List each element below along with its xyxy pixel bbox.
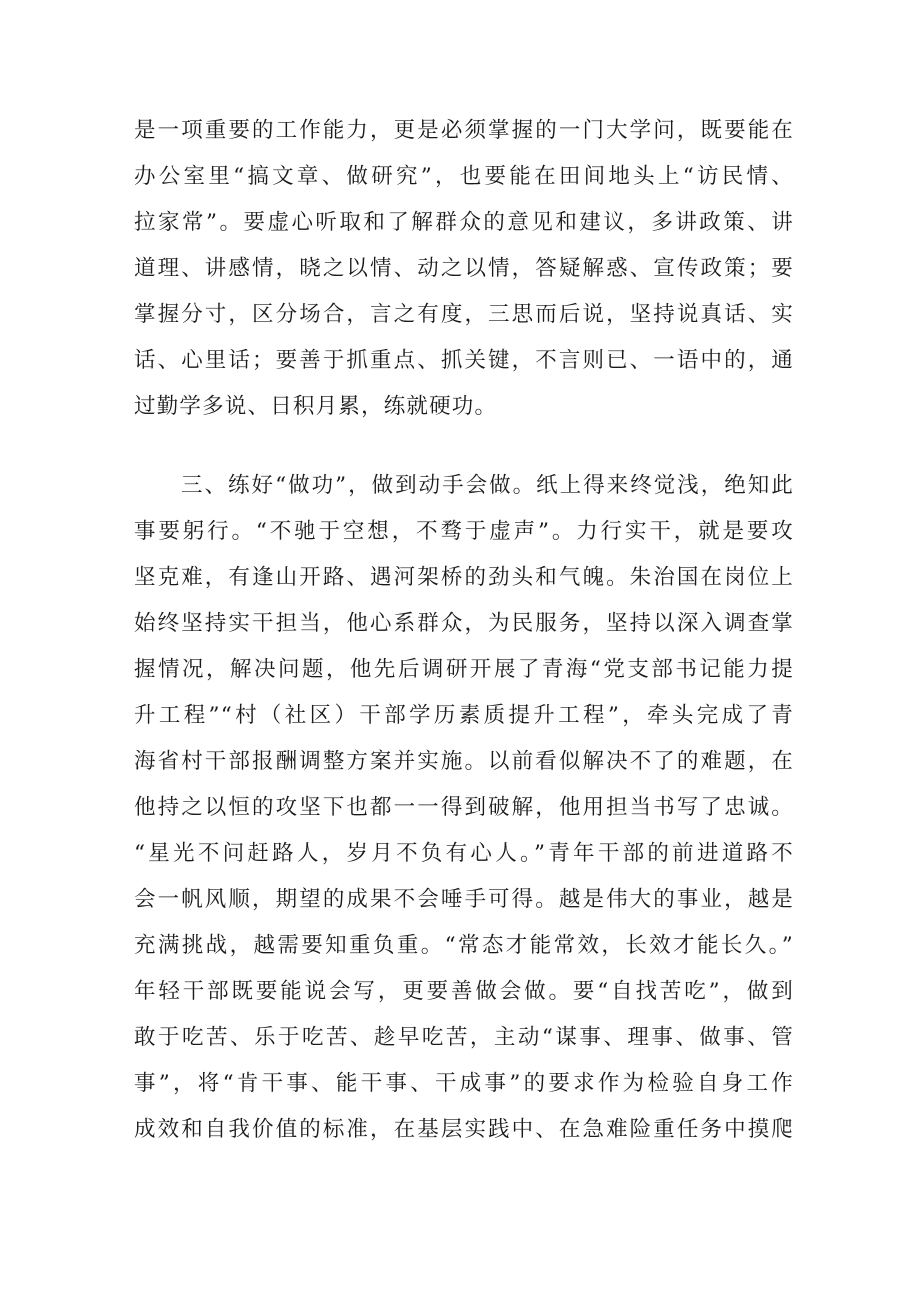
text-line: 是一项重要的工作能力，更是必须掌握的一门大学问，既要能在 xyxy=(134,118,794,143)
text-line: 升工程”“村（社区）干部学历素质提升工程”，牵头完成了青 xyxy=(134,703,794,728)
text-line: 三、练好“做功”，做到动手会做。纸上得来终觉浅，绝知此 xyxy=(134,473,794,498)
text-line: 会一帆风顺，期望的成果不会唾手可得。越是伟大的事业，越是 xyxy=(134,887,794,912)
text-line: “星光不问赶路人，岁月不负有心人。”青年干部的前进道路不 xyxy=(134,841,794,866)
text-line: 办公室里“搞文章、做研究”，也要能在田间地头上“访民情、 xyxy=(134,164,794,189)
text-line: 过勤学多说、日积月累，练就硬功。 xyxy=(134,394,498,419)
text-line: 敢于吃苦、乐于吃苦、趁早吃苦，主动“谋事、理事、做事、管 xyxy=(134,1025,794,1050)
text-line: 海省村干部报酬调整方案并实施。以前看似解决不了的难题，在 xyxy=(134,749,794,774)
text-line: 坚克难，有逢山开路、遇河架桥的劲头和气魄。朱治国在岗位上 xyxy=(134,565,794,590)
text-line: 道理、讲感情，晓之以情、动之以情，答疑解惑、宣传政策；要 xyxy=(134,256,794,281)
text-line: 成效和自我价值的标准，在基层实践中、在急难险重任务中摸爬 xyxy=(134,1117,794,1142)
paragraph-1 xyxy=(134,108,794,430)
text-line: 他持之以恒的攻坚下也都一一得到破解，他用担当书写了忠诚。 xyxy=(134,795,794,820)
text-line: 事”，将“肯干事、能干事、干成事”的要求作为检验自身工作 xyxy=(134,1071,794,1096)
text-line: 握情况，解决问题，他先后调研开展了青海“党支部书记能力提 xyxy=(134,657,794,682)
text-line: 掌握分寸，区分场合，言之有度，三思而后说，坚持说真话、实 xyxy=(134,302,794,327)
paragraph-2 xyxy=(134,463,794,1153)
text-line: 充满挑战，越需要知重负重。“常态才能常效，长效才能长久。” xyxy=(134,933,794,958)
text-line: 年轻干部既要能说会写，更要善做会做。要“自找苦吃”，做到 xyxy=(134,979,794,1004)
text-line: 事要躬行。“不驰于空想，不骛于虚声”。力行实干，就是要攻 xyxy=(134,519,794,544)
text-line: 始终坚持实干担当，他心系群众，为民服务，坚持以深入调查掌 xyxy=(134,611,794,636)
text-line: 话、心里话；要善于抓重点、抓关键，不言则已、一语中的，通 xyxy=(134,348,794,373)
text-line: 拉家常”。要虚心听取和了解群众的意见和建议，多讲政策、讲 xyxy=(134,210,794,235)
